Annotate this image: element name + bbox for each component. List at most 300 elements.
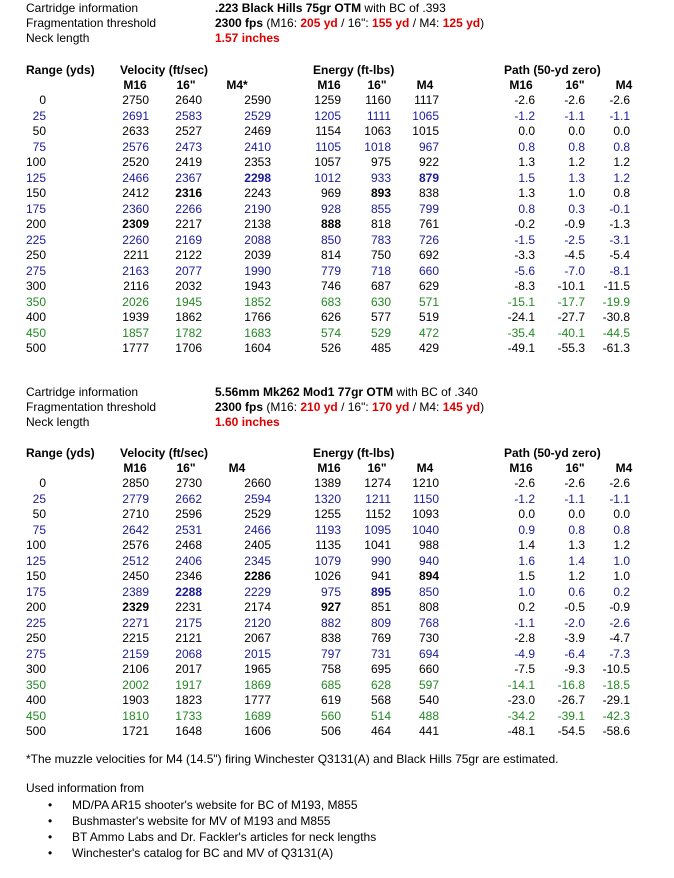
cell-path-16: -2.6	[564, 93, 585, 107]
cell-vel-16: 2217	[175, 217, 202, 231]
cell-vel-m16: 2159	[122, 646, 149, 661]
frag-text: / M4:	[409, 400, 443, 414]
cell-path-16: 1.2	[568, 569, 585, 583]
cartridge-name: .223 Black Hills 75gr OTM	[215, 1, 362, 15]
cell-path-16: 0.8	[568, 522, 585, 537]
cell-en-m16: 814	[320, 248, 341, 262]
subheader-en-m16: M16	[317, 78, 341, 92]
cell-en-16: 818	[370, 217, 391, 231]
cell-path-m16: -48.1	[507, 724, 535, 738]
cell-en-m16: 626	[320, 310, 341, 324]
fragmentation-info	[215, 16, 484, 31]
cell-en-m16: 888	[320, 217, 341, 231]
cell-vel-m4: 1852	[244, 294, 271, 309]
cell-vel-m16: 1939	[122, 310, 149, 324]
cell-vel-16: 1706	[175, 341, 202, 355]
cell-vel-m4: 2120	[244, 615, 271, 630]
cell-vel-16: 2473	[175, 139, 202, 154]
header-velocity: Velocity (ft/sec)	[120, 63, 209, 77]
header-energy: Energy (ft-lbs)	[313, 446, 395, 460]
cell-path-16: 1.3	[568, 538, 585, 552]
cell-en-m4: 1210	[412, 476, 439, 490]
cell-en-16: 485	[370, 341, 391, 355]
cell-en-16: 695	[370, 662, 391, 676]
cell-path-m16: -1.2	[514, 108, 535, 123]
cell-path-m16: -2.6	[514, 93, 535, 107]
frag-fps: 2300 fps	[215, 400, 264, 414]
cell-path-16: 1.4	[568, 553, 585, 568]
cell-en-16: 809	[370, 615, 391, 630]
cell-vel-16: 1945	[175, 294, 202, 309]
cell-path-m16: 0.0	[518, 124, 535, 138]
cell-path-m16: 1.5	[518, 170, 535, 185]
cell-en-m4: 694	[418, 646, 439, 661]
frag-text: )	[480, 16, 485, 30]
cell-vel-m16: 2412	[122, 186, 149, 200]
subheader-path-m4: M4	[615, 78, 633, 92]
cell-en-16: 568	[370, 693, 391, 707]
cell-path-m4: 0.0	[613, 507, 630, 521]
cell-en-16: 975	[370, 155, 391, 169]
cell-en-16: 1018	[364, 139, 391, 154]
cell-range: 500	[25, 724, 46, 738]
cell-vel-m4: 2039	[244, 248, 271, 262]
cell-vel-16: 1862	[175, 310, 202, 324]
cell-vel-m4: 2067	[244, 631, 271, 645]
cell-en-16: 941	[370, 569, 391, 583]
cell-path-m4: -2.6	[609, 615, 630, 630]
cell-en-16: 1111	[366, 108, 391, 123]
cell-vel-m4: 2594	[244, 491, 271, 506]
subheader-path-m16: M16	[509, 78, 533, 92]
cell-vel-m4: 2405	[244, 538, 271, 552]
cell-vel-m16: 2211	[123, 248, 149, 262]
subheader-en-m16: M16	[317, 461, 341, 475]
subheader-en-m4: M4	[416, 78, 434, 92]
cell-vel-m16: 2512	[122, 553, 149, 568]
cell-en-m16: 1057	[314, 155, 341, 169]
cell-range: 300	[25, 662, 46, 676]
cell-en-m16: 1259	[314, 93, 341, 107]
cell-vel-16: 2316	[175, 186, 202, 200]
cell-vel-m4: 2529	[244, 108, 271, 123]
cell-en-m4: 488	[418, 708, 439, 723]
cell-en-m16: 927	[320, 600, 341, 614]
cell-en-m16: 1026	[314, 569, 341, 583]
cell-en-m16: 758	[320, 662, 341, 676]
cell-path-m4: 0.2	[613, 584, 630, 599]
cartridge-label: Cartridge information	[26, 385, 139, 399]
cell-path-m16: -2.6	[514, 476, 535, 490]
source-item: • BT Ammo Labs and Dr. Fackler's articles for neck lengths	[72, 830, 376, 845]
header-velocity: Velocity (ft/sec)	[120, 446, 209, 460]
cell-vel-m4: 2138	[244, 217, 271, 231]
cell-vel-16: 2583	[175, 108, 202, 123]
cell-path-16: -54.5	[557, 724, 585, 738]
cell-en-16: 1274	[364, 476, 391, 490]
cell-vel-m16: 2466	[122, 170, 149, 185]
subheader-vel-m4: M4	[228, 461, 246, 475]
cell-en-16: 628	[370, 677, 391, 692]
cell-vel-16: 2122	[175, 248, 202, 262]
cell-en-16: 687	[370, 279, 391, 293]
cell-vel-m4: 2466	[244, 522, 271, 537]
cell-en-m16: 574	[320, 325, 341, 340]
cell-vel-16: 1917	[175, 677, 202, 692]
cell-en-16: 630	[370, 294, 391, 309]
cell-vel-m16: 2642	[122, 522, 149, 537]
sources-title: Used information from	[26, 781, 145, 795]
subheader-en-16: 16"	[367, 78, 387, 92]
cartridge-info	[215, 385, 478, 400]
cell-en-m16: 526	[320, 341, 341, 355]
cell-vel-m16: 1810	[122, 708, 149, 723]
cell-en-16: 855	[370, 201, 391, 216]
cell-vel-m16: 2691	[122, 108, 149, 123]
cell-range: 175	[25, 201, 46, 216]
cell-vel-16: 1823	[175, 693, 202, 707]
cell-vel-m4: 1766	[244, 310, 271, 324]
cell-en-m16: 1205	[314, 108, 341, 123]
cell-vel-16: 2406	[175, 553, 202, 568]
cell-path-m16: 1.6	[518, 553, 535, 568]
cell-path-m4: -1.3	[609, 217, 630, 231]
cell-vel-16: 2266	[175, 201, 202, 216]
cell-en-m16: 1154	[315, 124, 341, 138]
cell-en-m16: 560	[320, 708, 341, 723]
cell-vel-m4: 2660	[244, 476, 271, 490]
source-item: • Winchester's catalog for BC and MV of Q3131(A)	[72, 846, 333, 861]
fragmentation-label: Fragmentation threshold	[26, 16, 157, 30]
cell-path-m4: 0.8	[613, 186, 630, 200]
cell-vel-m16: 2163	[122, 263, 149, 278]
cell-path-m4: -42.3	[602, 708, 630, 723]
header-path: Path (50-yd zero)	[504, 63, 601, 77]
cell-vel-m16: 1857	[122, 325, 149, 340]
cell-vel-16: 1648	[175, 724, 202, 738]
cell-en-m4: 429	[418, 341, 439, 355]
cell-en-16: 851	[370, 600, 391, 614]
cell-path-m16: 1.3	[518, 155, 535, 169]
cell-range: 0	[39, 93, 46, 107]
cell-range: 300	[25, 279, 46, 293]
cell-en-16: 893	[370, 186, 391, 200]
cell-vel-m16: 2002	[122, 677, 149, 692]
cell-path-16: -2.0	[564, 615, 585, 630]
cell-path-16: -7.0	[564, 263, 585, 278]
cell-vel-16: 2468	[175, 538, 202, 552]
cell-en-16: 895	[370, 584, 391, 599]
cell-en-m4: 540	[418, 693, 439, 707]
cell-path-16: 0.0	[568, 124, 585, 138]
cell-path-m4: -0.1	[609, 201, 630, 216]
cell-en-m4: 472	[418, 325, 439, 340]
subheader-path-m16: M16	[509, 461, 533, 475]
cell-vel-16: 2077	[175, 263, 202, 278]
cell-path-16: 0.6	[568, 584, 585, 599]
subheader-path-m4: M4	[615, 461, 633, 475]
cell-vel-m16: 2106	[122, 662, 149, 676]
cell-vel-16: 2531	[175, 522, 202, 537]
cell-path-m16: -1.2	[514, 491, 535, 506]
frag-text: / 16":	[337, 16, 373, 30]
cell-en-m4: 571	[418, 294, 439, 309]
frag-m4: 125 yd	[442, 16, 481, 30]
cell-path-m16: -4.9	[514, 646, 535, 661]
header-range: Range (yds)	[26, 63, 95, 77]
cell-path-m4: 0.0	[613, 124, 630, 138]
cell-en-m4: 850	[418, 584, 439, 599]
cell-vel-16: 2231	[175, 600, 202, 614]
cell-path-16: -9.3	[564, 662, 585, 676]
subheader-vel-16: 16"	[176, 78, 196, 92]
cell-path-m16: -0.2	[514, 217, 535, 231]
cell-vel-m16: 1721	[122, 724, 149, 738]
cell-path-m4: 1.0	[613, 569, 630, 583]
cell-en-m4: 768	[418, 615, 439, 630]
cell-vel-m4: 2469	[244, 124, 271, 138]
cell-path-m4: -2.6	[609, 476, 630, 490]
cell-path-m4: 1.2	[613, 170, 630, 185]
cell-vel-m16: 2389	[122, 584, 149, 599]
cell-en-m4: 967	[418, 139, 439, 154]
cell-en-m16: 838	[320, 631, 341, 645]
cell-path-m4: -18.5	[602, 677, 630, 692]
cell-vel-m16: 2450	[122, 569, 149, 583]
cell-range: 225	[25, 615, 46, 630]
cell-en-m16: 746	[320, 279, 341, 293]
subheader-vel-m4: M4*	[226, 78, 248, 92]
cell-vel-m4: 1604	[244, 341, 271, 355]
cell-path-m4: 1.2	[613, 155, 630, 169]
cell-en-m16: 685	[320, 677, 341, 692]
cell-en-m4: 629	[418, 279, 439, 293]
cell-path-m16: -3.3	[514, 248, 535, 262]
cell-path-m4: -11.5	[603, 279, 630, 293]
cell-range: 150	[25, 186, 46, 200]
cell-range: 400	[25, 693, 46, 707]
cell-vel-16: 1733	[175, 708, 202, 723]
neck-label: Neck length	[26, 415, 90, 429]
subheader-vel-16: 16"	[176, 461, 196, 475]
cell-vel-m4: 2243	[244, 186, 271, 200]
cell-path-m16: -2.8	[514, 631, 535, 645]
cell-vel-m4: 1606	[244, 724, 271, 738]
cell-path-16: 0.3	[568, 201, 585, 216]
cell-path-m4: -1.1	[609, 491, 630, 506]
frag-text: )	[480, 400, 485, 414]
cell-en-m4: 726	[418, 232, 439, 247]
cell-range: 450	[25, 325, 46, 340]
cell-path-m16: -15.1	[507, 294, 535, 309]
cell-vel-m4: 1683	[244, 325, 271, 340]
cell-path-m16: 0.2	[518, 600, 535, 614]
cell-vel-m4: 2015	[244, 646, 271, 661]
cell-vel-m4: 2529	[244, 507, 271, 521]
frag-text: (M16:	[263, 16, 301, 30]
source-item: • Bushmaster's website for MV of M193 and M855	[72, 814, 330, 829]
cell-path-16: -3.9	[564, 631, 585, 645]
cell-en-m4: 940	[418, 553, 439, 568]
cell-vel-16: 2121	[175, 631, 202, 645]
cell-path-m16: -14.1	[507, 677, 535, 692]
cell-en-m4: 1015	[412, 124, 439, 138]
cell-en-m16: 506	[320, 724, 341, 738]
cell-path-16: 1.3	[568, 170, 585, 185]
cell-range: 200	[25, 600, 46, 614]
cell-path-m16: -24.1	[507, 310, 535, 324]
cell-path-m16: -34.2	[507, 708, 535, 723]
cell-path-m4: -29.1	[602, 693, 630, 707]
cell-range: 250	[25, 248, 46, 262]
cell-en-16: 1063	[364, 124, 391, 138]
cell-path-16: -0.9	[564, 217, 585, 231]
cell-en-16: 769	[370, 631, 391, 645]
source-item: • MD/PA AR15 shooter's website for BC of M193, M855	[72, 798, 358, 813]
cell-range: 250	[25, 631, 46, 645]
cell-en-m16: 683	[320, 294, 341, 309]
cell-en-16: 514	[370, 708, 391, 723]
cell-path-16: -10.1	[557, 279, 585, 293]
cell-path-16: 0.0	[568, 507, 585, 521]
cell-en-m16: 1079	[314, 553, 341, 568]
cell-path-m4: -58.6	[602, 724, 630, 738]
cell-vel-m4: 2229	[244, 584, 271, 599]
cell-en-m16: 882	[320, 615, 341, 630]
cell-range: 350	[25, 294, 46, 309]
cell-range: 225	[25, 232, 46, 247]
frag-text: (M16:	[263, 400, 301, 414]
cell-range: 75	[32, 522, 46, 537]
cell-en-m16: 975	[320, 584, 341, 599]
frag-fps: 2300 fps	[215, 16, 264, 30]
cell-path-m4: -7.3	[609, 646, 630, 661]
cell-vel-m16: 2116	[123, 279, 149, 293]
cell-range: 50	[32, 124, 46, 138]
cell-vel-16: 2068	[175, 646, 202, 661]
cell-en-m4: 894	[418, 569, 439, 583]
cell-range: 25	[32, 491, 46, 506]
cell-vel-m4: 2298	[244, 170, 271, 185]
cell-vel-m16: 2026	[122, 294, 149, 309]
cell-path-m16: -49.1	[507, 341, 535, 355]
cell-vel-16: 2346	[175, 569, 202, 583]
cell-en-16: 464	[370, 724, 391, 738]
cell-en-16: 529	[370, 325, 391, 340]
cell-en-m16: 850	[320, 232, 341, 247]
cell-en-16: 1041	[364, 538, 391, 552]
cartridge-bc: with BC of .393	[361, 1, 446, 15]
cell-vel-m16: 2215	[122, 631, 149, 645]
cell-path-m4: -3.1	[609, 232, 630, 247]
cell-vel-16: 2640	[175, 93, 202, 107]
cell-vel-m4: 2353	[244, 155, 271, 169]
cell-vel-16: 2288	[175, 584, 202, 599]
footnote: *The muzzle velocities for M4 (14.5") firing Winchester Q3131(A) and Black Hills 75gr are estimated.	[26, 752, 559, 766]
header-energy: Energy (ft-lbs)	[313, 63, 395, 77]
cell-en-m4: 660	[418, 662, 439, 676]
cell-en-16: 577	[370, 310, 391, 324]
cell-range: 75	[32, 139, 46, 154]
cell-en-m4: 1150	[413, 491, 439, 506]
cell-en-m16: 928	[320, 201, 341, 216]
cell-path-m16: 0.8	[518, 139, 535, 154]
cell-path-m4: -4.7	[609, 631, 630, 645]
cell-en-m4: 761	[418, 217, 439, 231]
cell-vel-m4: 2410	[244, 139, 271, 154]
cell-range: 0	[39, 476, 46, 490]
cell-path-m4: -8.1	[609, 263, 630, 278]
subheader-path-16: 16"	[565, 461, 585, 475]
cell-vel-m16: 2750	[122, 93, 149, 107]
cell-path-16: 1.2	[568, 155, 585, 169]
cell-range: 125	[25, 553, 46, 568]
cell-en-m4: 808	[418, 600, 439, 614]
cell-en-16: 990	[370, 553, 391, 568]
cell-en-m16: 1105	[315, 139, 341, 154]
header-range: Range (yds)	[26, 446, 95, 460]
cell-en-16: 1095	[364, 522, 391, 537]
cell-en-16: 1152	[365, 507, 391, 521]
subheader-vel-m16: M16	[123, 461, 147, 475]
neck-label: Neck length	[26, 31, 90, 45]
cell-en-m4: 660	[418, 263, 439, 278]
cell-path-16: -17.7	[557, 294, 585, 309]
cell-path-m16: -23.0	[507, 693, 535, 707]
cell-vel-16: 2730	[175, 476, 202, 490]
subheader-en-m4: M4	[416, 461, 434, 475]
cell-vel-16: 2596	[175, 507, 202, 521]
neck-length: 1.57 inches	[215, 31, 280, 45]
cell-path-m16: 1.5	[518, 569, 535, 583]
cell-path-16: -27.7	[557, 310, 585, 324]
cell-vel-16: 2419	[175, 155, 202, 169]
frag-text: / 16":	[337, 400, 373, 414]
cell-path-m4: -0.9	[609, 600, 630, 614]
cell-vel-m16: 2329	[122, 600, 149, 614]
cell-vel-m4: 1777	[244, 693, 271, 707]
cell-vel-16: 2175	[175, 615, 202, 630]
cell-en-16: 731	[370, 646, 391, 661]
cell-en-16: 933	[370, 170, 391, 185]
cell-path-m4: -30.8	[602, 310, 630, 324]
cell-en-16: 1160	[365, 93, 391, 107]
cell-path-m16: -7.5	[514, 662, 535, 676]
cell-vel-m16: 2779	[122, 491, 149, 506]
cell-range: 100	[25, 538, 46, 552]
cell-en-m16: 1255	[314, 507, 341, 521]
cell-range: 100	[25, 155, 46, 169]
cell-path-m4: -2.6	[609, 93, 630, 107]
subheader-vel-m16: M16	[123, 78, 147, 92]
cell-path-m16: -1.5	[514, 232, 535, 247]
fragmentation-label: Fragmentation threshold	[26, 400, 157, 414]
cell-path-m16: -5.6	[514, 263, 535, 278]
cartridge-bc: with BC of .340	[393, 385, 478, 399]
cell-path-16: 1.0	[568, 186, 585, 200]
cell-path-m4: -61.3	[602, 341, 630, 355]
cell-range: 50	[32, 507, 46, 521]
cell-en-m16: 1012	[314, 170, 341, 185]
cell-path-16: -2.6	[564, 476, 585, 490]
cell-vel-m16: 2710	[122, 507, 149, 521]
subheader-en-16: 16"	[367, 461, 387, 475]
cell-range: 275	[25, 646, 46, 661]
cell-range: 275	[25, 263, 46, 278]
cell-vel-m4: 2286	[244, 569, 271, 583]
subheader-path-16: 16"	[565, 78, 585, 92]
cell-vel-m16: 2850	[122, 476, 149, 490]
